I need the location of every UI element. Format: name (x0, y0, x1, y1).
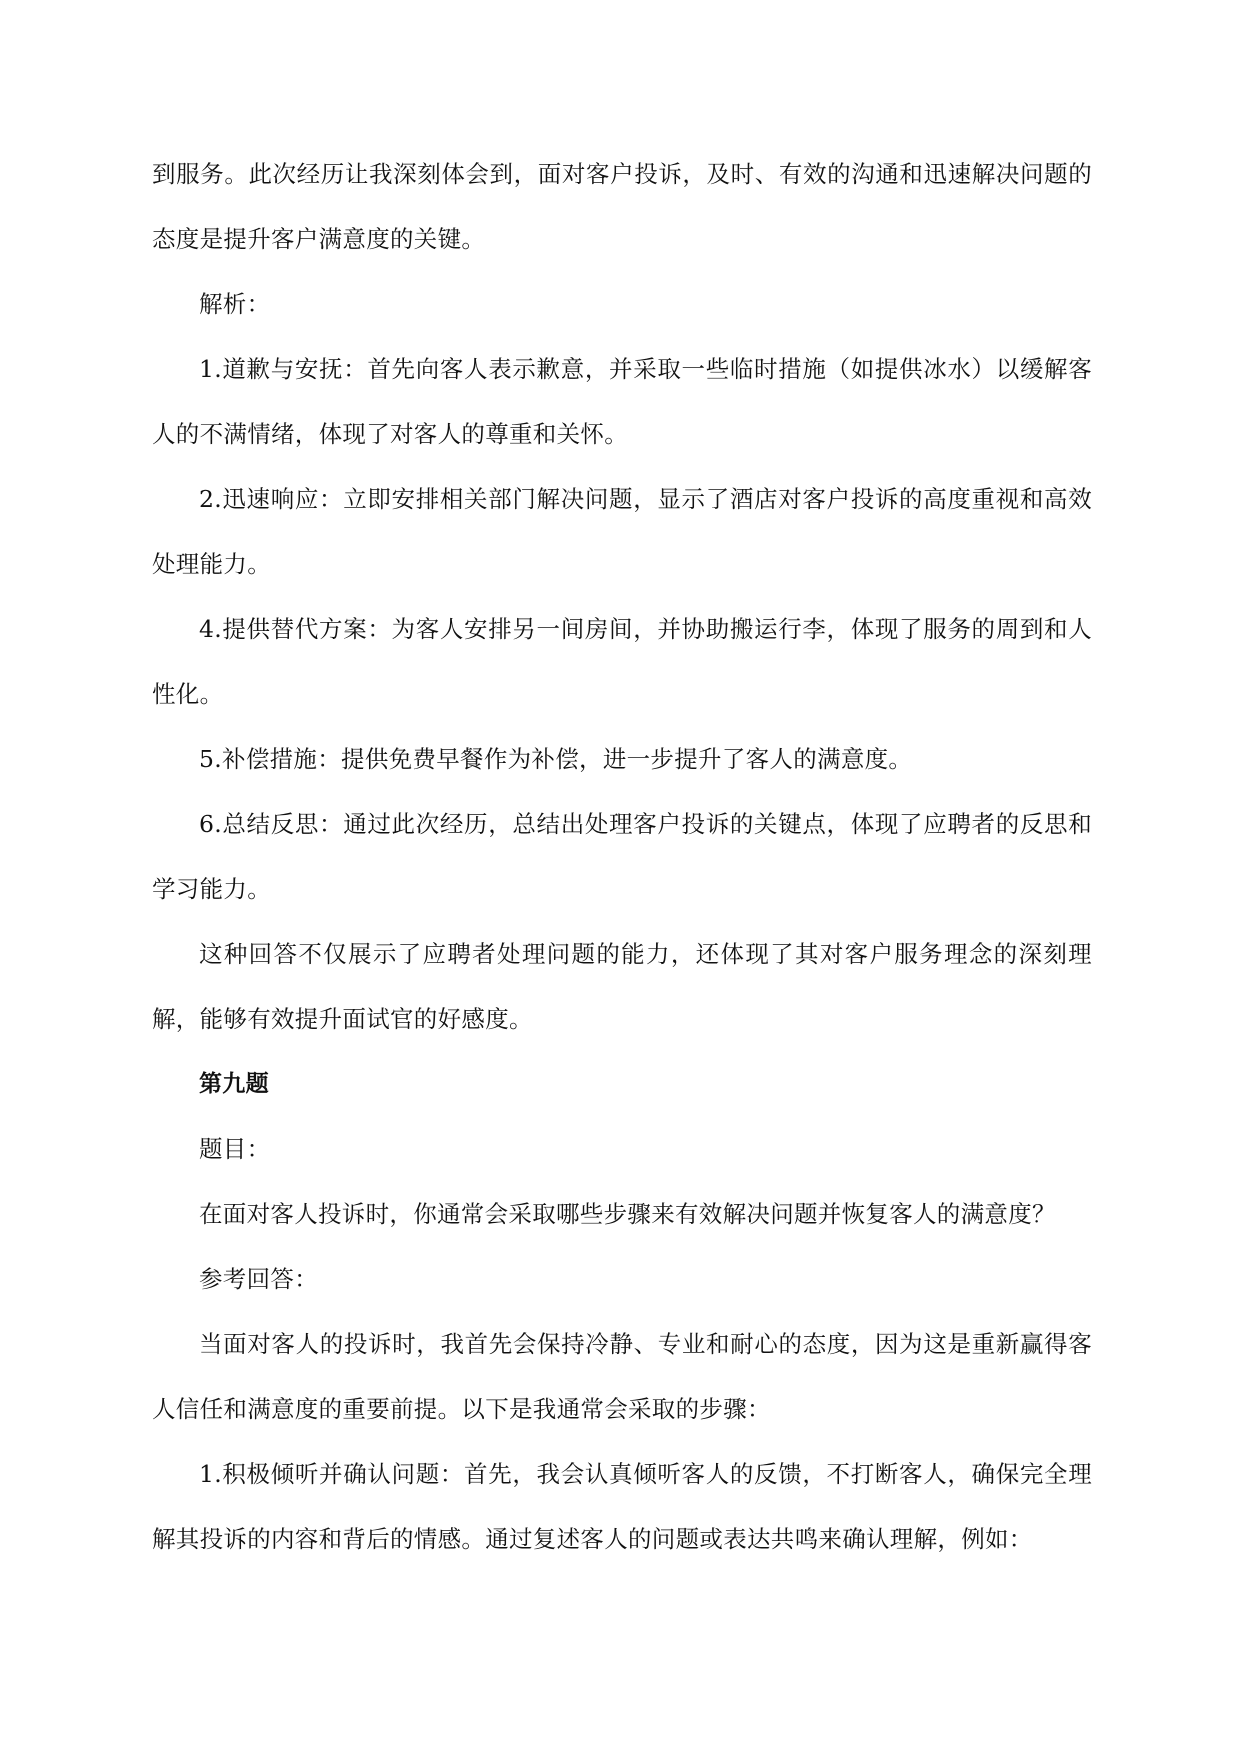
analysis-point-5: 5.补偿措施：提供免费早餐作为补偿，进一步提升了客人的满意度。 (199, 745, 913, 773)
analysis-conclusion: 这种回答不仅展示了应聘者处理问题的能力，还体现了其对客户服务理念的深刻理解，能够有效提升面试官的好感度。 (152, 940, 1092, 1033)
analysis-label: 解析： (199, 290, 271, 318)
question-heading: 第九题 (199, 1071, 269, 1097)
answer-step-1: 1.积极倾听并确认问题：首先，我会认真倾听客人的反馈，不打断客人，确保完全理解其投诉的内容和背后的情感。通过复述客人的问题或表达共鸣来确认理解，例如： (152, 1460, 1092, 1553)
analysis-point-1: 1.道歉与安抚：首先向客人表示歉意，并采取一些临时措施（如提供冰水）以缓解客人的不满情绪，体现了对客人的尊重和关怀。 (152, 355, 1092, 448)
answer-label: 参考回答： (199, 1265, 318, 1293)
answer-intro: 当面对客人的投诉时，我首先会保持冷静、专业和耐心的态度，因为这是重新赢得客人信任和满意度的重要前提。以下是我通常会采取的步骤： (152, 1330, 1092, 1423)
analysis-point-2: 2.迅速响应：立即安排相关部门解决问题，显示了酒店对客户投诉的高度重视和高效处理能力。 (152, 485, 1092, 578)
question-text: 在面对客人投诉时，你通常会采取哪些步骤来有效解决问题并恢复客人的满意度？ (199, 1200, 1056, 1228)
analysis-point-4: 4.提供替代方案：为客人安排另一间房间，并协助搬运行李，体现了服务的周到和人性化。 (152, 615, 1092, 708)
paragraph-continuation: 到服务。此次经历让我深刻体会到，面对客户投诉，及时、有效的沟通和迅速解决问题的态度是提升客户满意度的关键。 (152, 160, 1092, 253)
analysis-point-6: 6.总结反思：通过此次经历，总结出处理客户投诉的关键点，体现了应聘者的反思和学习能力。 (152, 810, 1092, 903)
question-label: 题目： (199, 1135, 271, 1163)
document-body (152, 142, 1092, 1572)
